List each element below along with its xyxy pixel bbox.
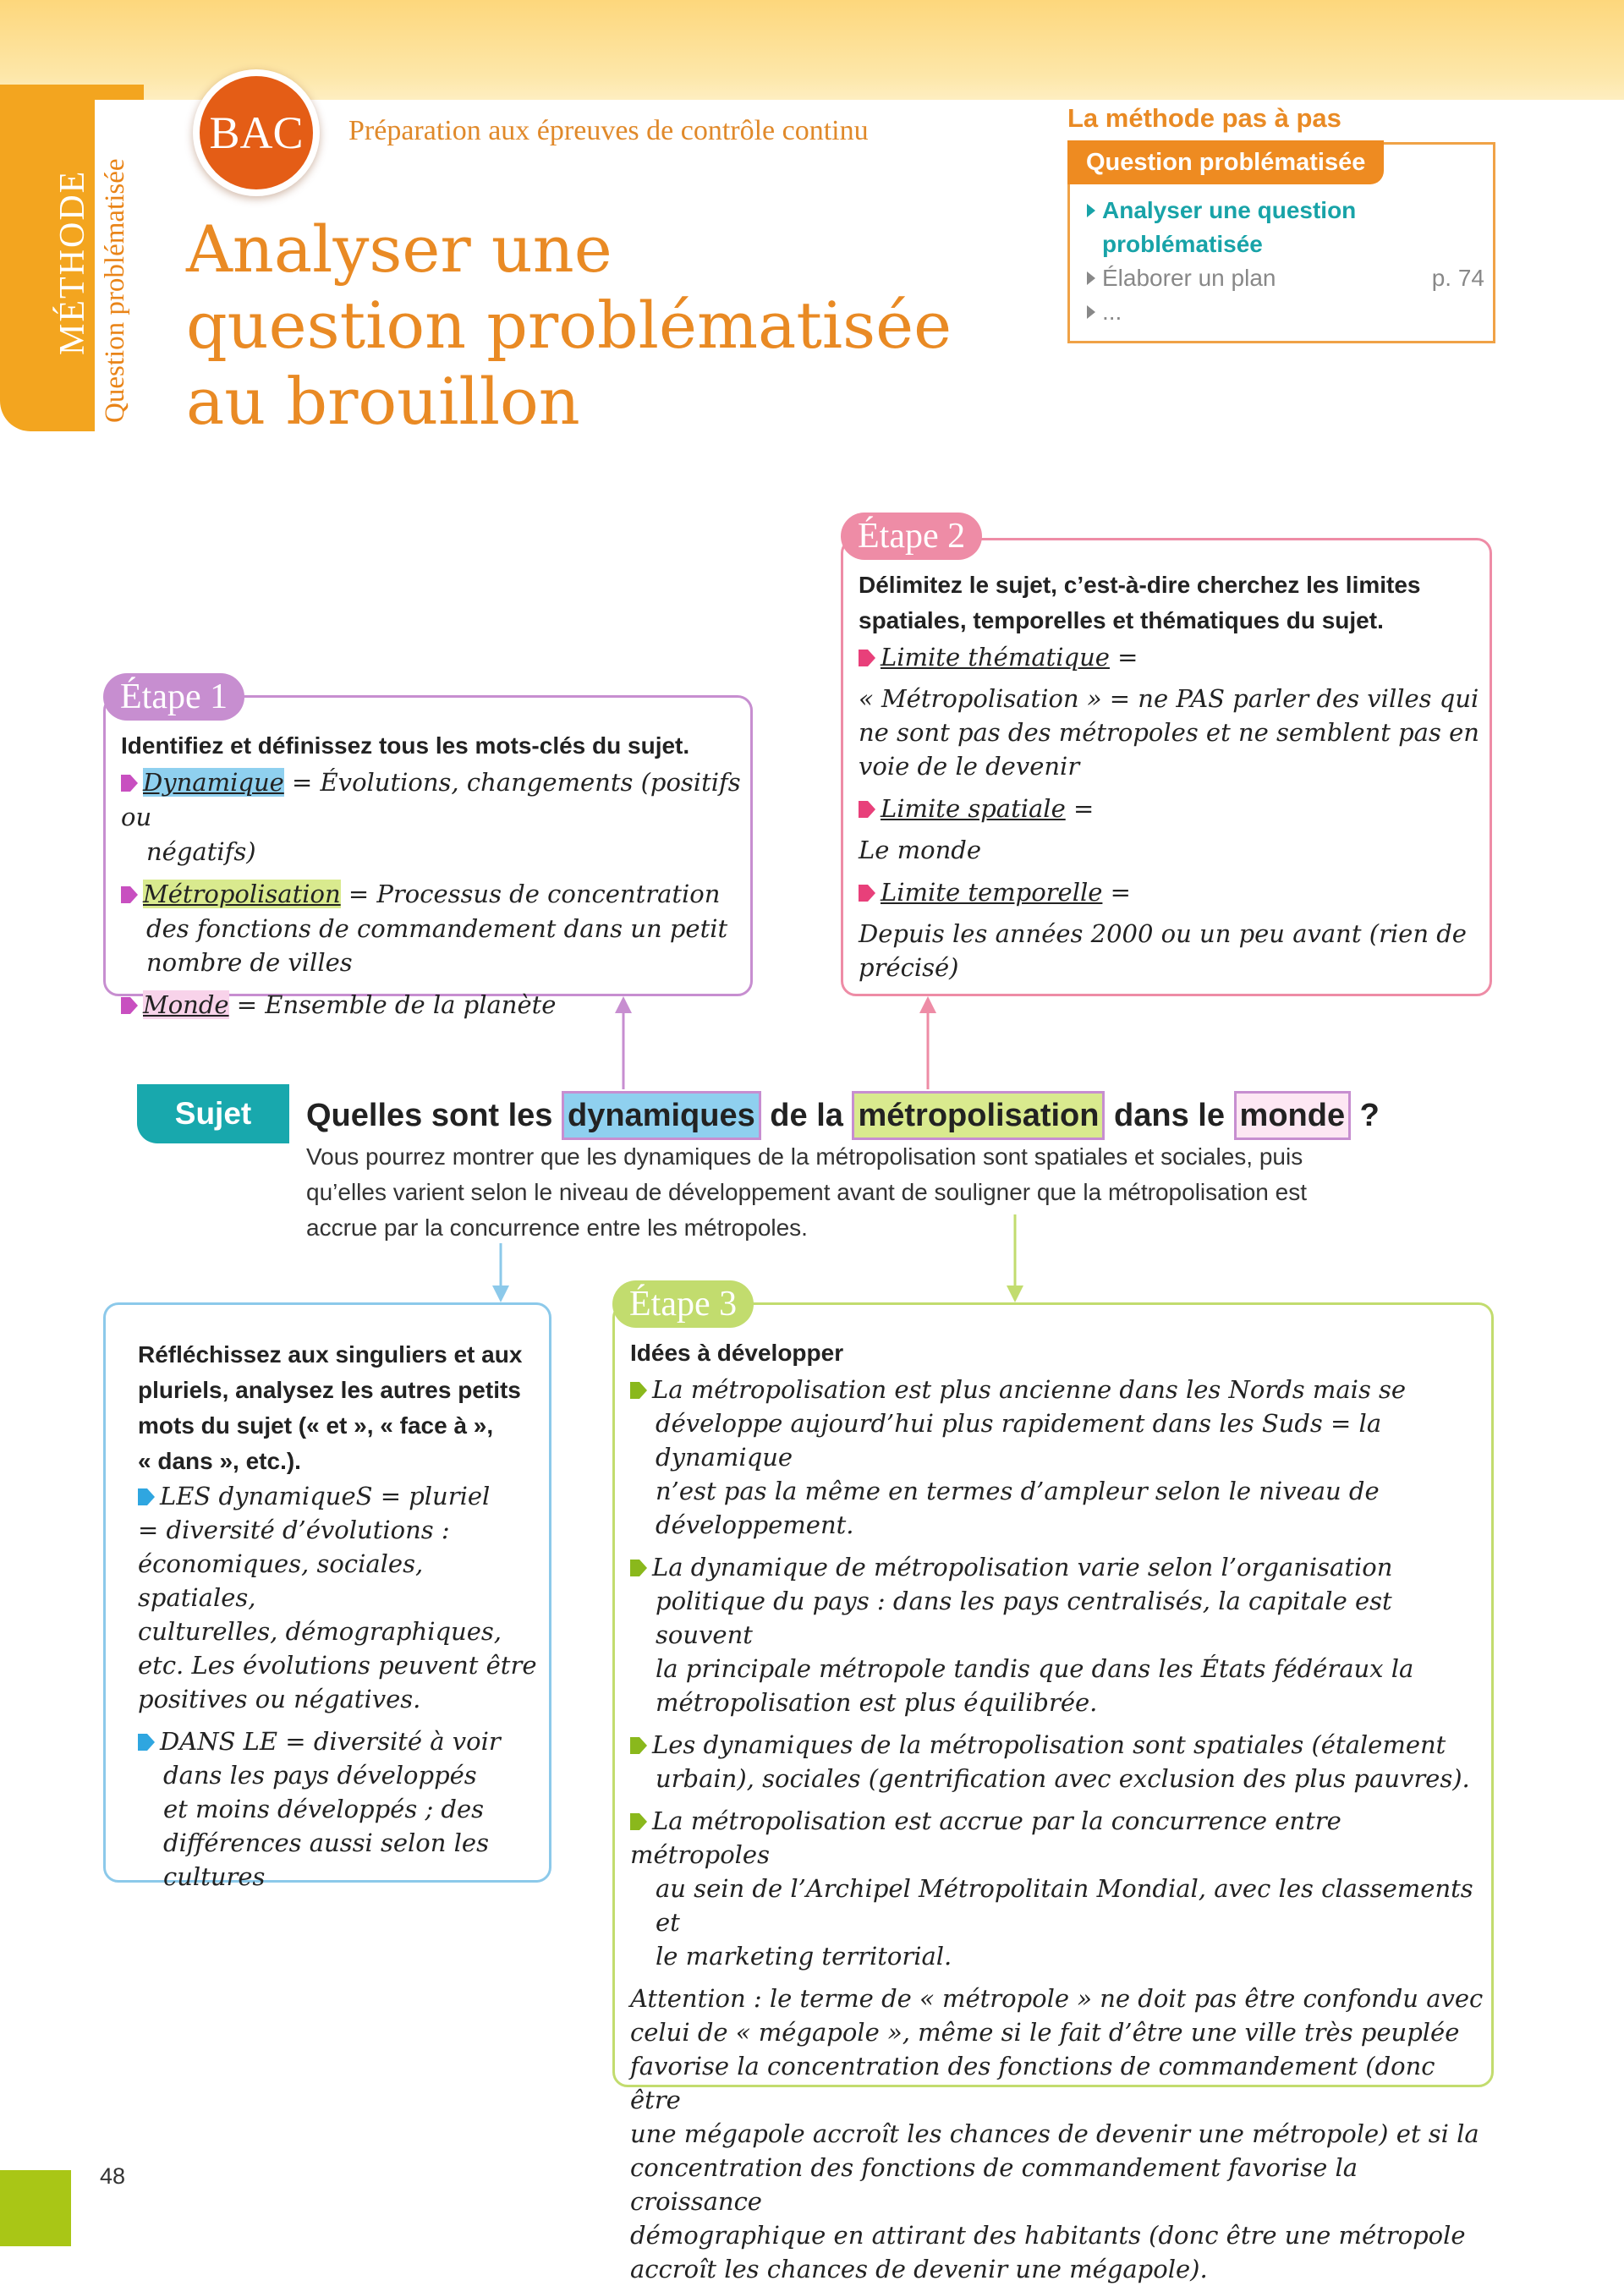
etape1-label: Étape 1	[103, 673, 244, 721]
keyword-metropolisation: Métropolisation = Processus de concentration des fonctions de commandement dans un petit nombre de villes	[121, 877, 747, 979]
page-title-line: Analyser une	[186, 211, 612, 287]
limite-spatiale-title: Limite spatiale =	[859, 792, 1489, 826]
arrow-to-etape2	[919, 996, 936, 1089]
methode-pas-a-pas-tab: Question problématisée	[1067, 140, 1384, 184]
bullet-icon	[630, 1737, 647, 1754]
keyword-box-metropolisation: métropolisation	[852, 1091, 1105, 1140]
limite-temporelle-title: Limite temporelle =	[859, 875, 1489, 910]
bullet-icon	[630, 1382, 647, 1399]
methode-step-more[interactable]: ...	[1087, 295, 1484, 329]
page-title-line: question problématisée	[186, 288, 952, 363]
etape3-idea: La métropolisation est plus ancienne dans les Nords mais se développe aujourd’hui plus rapidement dans les Suds = la dynamique n’est pas la même en termes d’ampleur selon le niveau de développement.	[630, 1373, 1484, 1542]
etape2-instruction: Délimitez le sujet, c’est-à-dire cherchez les limites spatiales, temporelles et thématiques du sujet.	[859, 572, 1421, 633]
etape2-label: Étape 2	[841, 513, 982, 560]
etape3-idea: La métropolisation est accrue par la concurrence entre métropoles au sein de l’Archipel Métropolitain Mondial, avec les classements et le marketing territorial.	[630, 1806, 1473, 1971]
reflexion-instruction: Réfléchissez aux singuliers et aux pluriels, analysez les autres petits mots du sujet (« et », « face à », « dans », etc.).	[138, 1341, 523, 1474]
corner-accent	[0, 2170, 71, 2246]
page-title-line: au brouillon	[186, 364, 580, 439]
keyword-monde: Monde = Ensemble de la planète	[121, 988, 747, 1022]
methode-pas-a-pas-title: La méthode pas à pas	[1067, 103, 1341, 133]
keyword-dynamique: Dynamique = Évolutions, changements (positifs ou négatifs)	[121, 768, 741, 866]
etape3-ideas	[630, 1373, 1484, 2286]
methode-step-plan[interactable]: Élaborer un plan p. 74	[1087, 261, 1484, 295]
keyword-box-monde: monde	[1234, 1091, 1352, 1140]
arrow-to-reflexion	[492, 1243, 509, 1302]
etape1-instruction: Identifiez et définissez tous les mots-clés du sujet.	[121, 732, 690, 759]
etape3-idea: Les dynamiques de la métropolisation sont spatiales (étalement urbain), sociales (gentrification avec exclusion des plus pauvres).	[630, 1728, 1484, 1795]
sujet-tag: Sujet	[137, 1084, 289, 1143]
methode-step-page-ref: p. 74	[1431, 265, 1484, 291]
limite-thematique-text: « Métropolisation » = ne PAS parler des villes qui ne sont pas des métropoles et ne semblent pas en voie de le devenir	[859, 684, 1479, 781]
arrow-to-etape1	[615, 996, 632, 1089]
preparation-subtitle: Préparation aux épreuves de contrôle continu	[348, 115, 869, 146]
reflexion-items	[138, 1479, 544, 1894]
limite-spatiale-text: Le monde	[859, 836, 981, 864]
methode-step-current[interactable]: Analyser une question	[1087, 194, 1484, 228]
methode-step-current-cont: problématisée	[1102, 231, 1263, 257]
etape3-idea: La dynamique de métropolisation varie selon l’organisation politique du pays : dans les pays centralisés, la capitale est souvent la principale métropole tandis que dans les États fédéraux la métropolisation est plus équilibrée.	[630, 1550, 1484, 1719]
side-tab-main-label: MÉTHODE	[53, 169, 92, 355]
etape3-instruction: Idées à développer	[630, 1340, 844, 1366]
limite-temporelle-text: Depuis les années 2000 ou un peu avant (rien de précisé)	[859, 919, 1467, 982]
sujet-question: Quelles sont les dynamiques de la métropolisation dans le monde ?	[306, 1091, 1380, 1140]
etape3-label: Étape 3	[612, 1280, 754, 1328]
etape3-box	[612, 1302, 1494, 2283]
sujet-description: Vous pourrez montrer que les dynamiques de la métropolisation sont spatiales et sociales, puis qu’elles varient selon le niveau de développement avant de souligner que la métropolisation est accrue par la concurrence entre les métropoles.	[306, 1143, 1307, 1241]
reflexion-item-pluriel: LES dynamiqueS = pluriel = diversité d’évolutions : économiques, sociales, spatiales, culturelles, démographiques, etc. Les évolutions peuvent être positives ou négatives.	[138, 1482, 537, 1713]
bullet-icon	[138, 1488, 155, 1505]
etape3-attention: Attention : le terme de « métropole » ne doit pas être confondu avec celui de « mégapole », même si le fait d’être une ville très peuplée favorise la concentration des fonctions de commandement (donc être une mégapole accroît les chances de devenir une métropole) et si la concentration des fonctions de commandement favorise la croissance démographique en attirant des habitants (donc être une métropole accroît les chances de devenir une mégapole).	[630, 1984, 1484, 2283]
bullet-icon	[630, 1813, 647, 1830]
reflexion-box	[103, 1302, 551, 1891]
bullet-icon	[630, 1560, 647, 1576]
side-tab-sub-label: Question problématisée	[100, 158, 130, 423]
bullet-icon	[138, 1734, 155, 1751]
bac-badge-label: BAC	[209, 107, 304, 158]
reflexion-item-dans-le: DANS LE = diversité à voir dans les pays développés et moins développés ; des différences aussi selon les cultures	[138, 1724, 544, 1894]
keyword-box-dynamiques: dynamiques	[562, 1091, 761, 1140]
page-number: 48	[100, 2163, 126, 2189]
limite-thematique-title: Limite thématique =	[859, 640, 1489, 675]
